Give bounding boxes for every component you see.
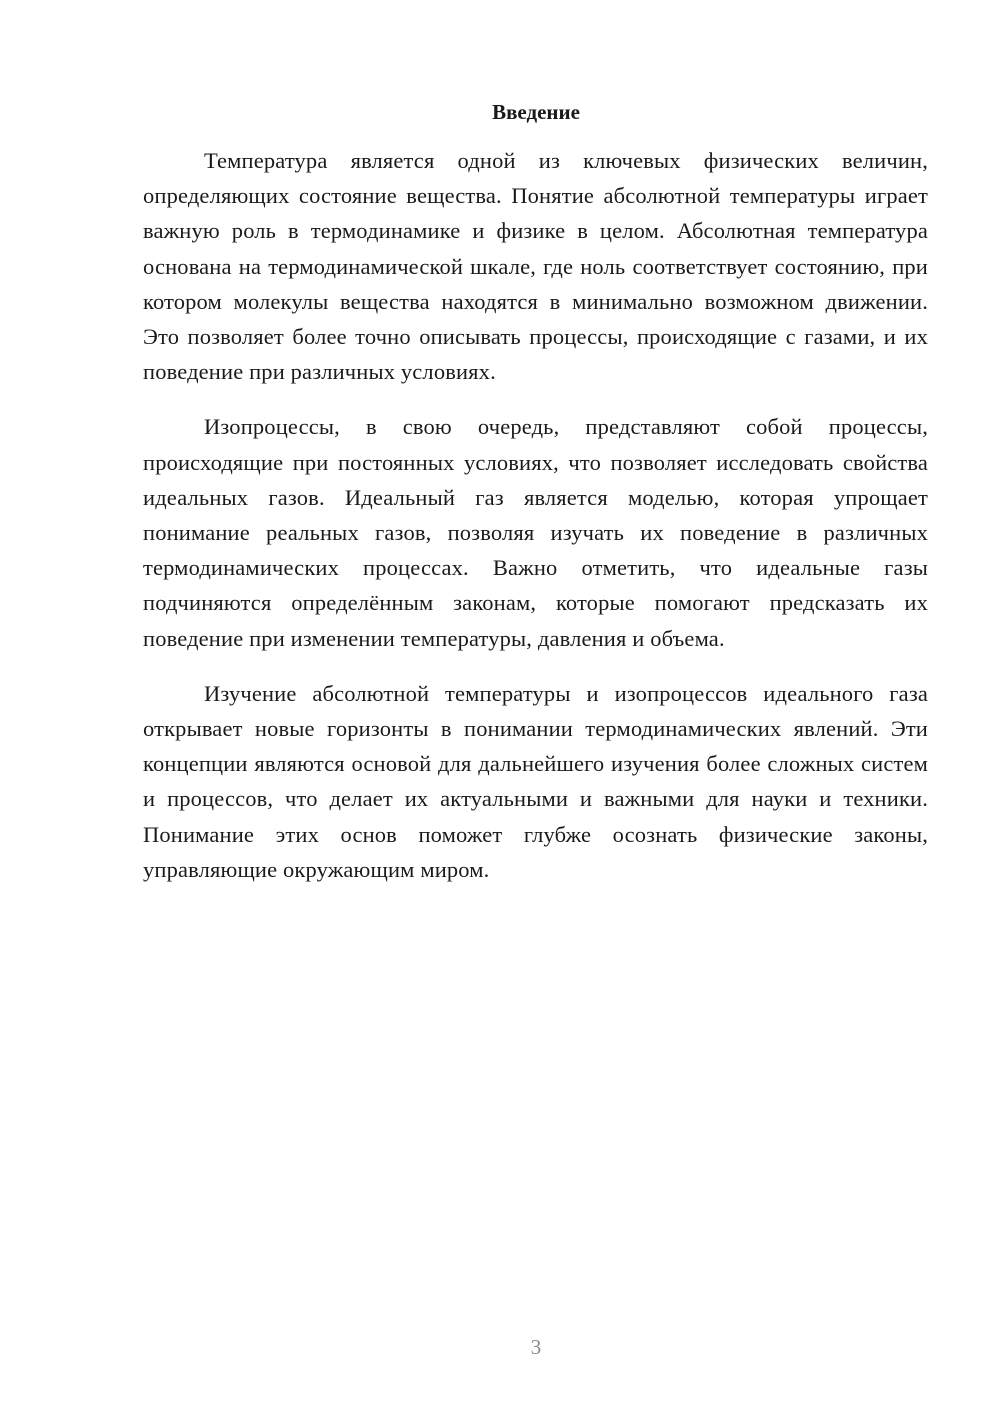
section-title: Введение (492, 100, 580, 124)
paragraph-conclusion: Изучение абсолютной температуры и изопроцессов идеального газа открывает новые горизонты в понимании термодинамических явлений. Эти концепции являются основой для дальнейшего изучения более сложных систем и процессов, что делает их актуальными и важными для науки и техники. Понимание этих основ поможет глубже осознать физические законы, управляющие окружающим миром. (143, 680, 928, 882)
page-number: 3 (530, 1335, 542, 1359)
paragraph-intro-temperature: Температура является одной из ключевых физических величин, определяющих состояние вещества. Понятие абсолютной температуры играет важную роль в термодинамике и физике в целом. Абсолютная температура основана на термодинамической шкале, где ноль соответствует состоянию, при котором молекулы вещества находятся в минимально возможном движении. Это позволяет более точно описывать процессы, происходящие с газами, и их поведение при различных условиях. (143, 148, 928, 385)
paragraph-isoprocesses: Изопроцессы, в свою очередь, представляют собой процессы, происходящие при постоянных условиях, что позволяет исследовать свойства идеальных газов. Идеальный газ является моделью, которая упрощает понимание реальных газов, позволяя изучать их поведение в различных термодинамических процессах. Важно отметить, что идеальные газы подчиняются определённым законам, которые помогают предсказать их поведение при изменении температуры, давления и объема. (143, 414, 928, 651)
document-body (143, 143, 928, 907)
